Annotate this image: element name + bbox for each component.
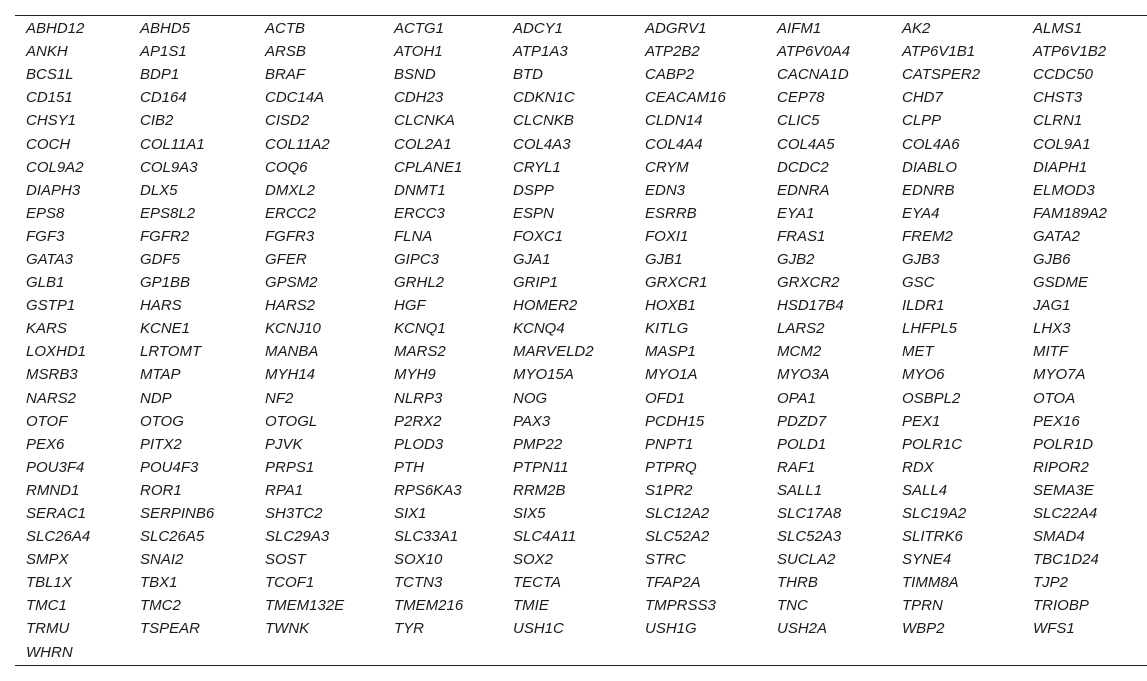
gene-cell: DNMT1 xyxy=(394,181,446,199)
gene-cell: CACNA1D xyxy=(777,66,849,84)
table-row xyxy=(15,571,1147,594)
gene-cell: RMND1 xyxy=(26,481,80,499)
gene-cell: TMIE xyxy=(513,597,549,615)
gene-cell: ADCY1 xyxy=(513,20,564,38)
gene-table-container xyxy=(15,15,1147,666)
gene-cell: OTOGL xyxy=(265,412,318,430)
gene-cell: ESRRB xyxy=(645,204,697,222)
gene-cell: CHD7 xyxy=(902,89,943,107)
gene-cell: MITF xyxy=(1033,343,1068,361)
gene-cell: GRIP1 xyxy=(513,274,559,292)
gene-cell: HARS xyxy=(140,297,182,315)
gene-cell: PNPT1 xyxy=(645,435,694,453)
gene-cell: CISD2 xyxy=(265,112,310,130)
table-row xyxy=(15,525,1147,548)
gene-cell: ILDR1 xyxy=(902,297,945,315)
table-row xyxy=(15,86,1147,109)
gene-cell: MYO15A xyxy=(513,366,574,384)
gene-cell: TCOF1 xyxy=(265,574,315,592)
gene-cell: CLPP xyxy=(902,112,942,130)
gene-cell: POLR1D xyxy=(1033,435,1094,453)
gene-cell: USH1C xyxy=(513,620,564,638)
gene-cell: PTPRQ xyxy=(645,458,697,476)
gene-cell: GP1BB xyxy=(140,274,191,292)
gene-cell: DMXL2 xyxy=(265,181,316,199)
gene-cell: MET xyxy=(902,343,934,361)
gene-table-body xyxy=(15,17,1147,664)
gene-cell: TMC2 xyxy=(140,597,181,615)
gene-cell xyxy=(1022,641,1147,664)
gene-cell: BRAF xyxy=(265,66,306,84)
gene-cell: KCNJ10 xyxy=(265,320,321,338)
gene-cell: GSC xyxy=(902,274,935,292)
table-row xyxy=(15,479,1147,502)
gene-cell: FGF3 xyxy=(26,227,65,245)
gene-cell: CRYM xyxy=(645,158,689,176)
gene-cell: ABHD12 xyxy=(26,20,85,38)
gene-cell: NLRP3 xyxy=(394,389,443,407)
gene-cell: FGFR2 xyxy=(140,227,190,245)
gene-cell: CDH23 xyxy=(394,89,444,107)
gene-cell: DLX5 xyxy=(140,181,178,199)
gene-cell: SUCLA2 xyxy=(777,551,836,569)
table-row xyxy=(15,456,1147,479)
gene-cell: SLC26A4 xyxy=(26,528,91,546)
gene-cell: FRAS1 xyxy=(777,227,826,245)
gene-cell: GSDME xyxy=(1033,274,1089,292)
gene-cell: EYA4 xyxy=(902,204,940,222)
gene-cell: ACTG1 xyxy=(394,20,445,38)
gene-cell: AIFM1 xyxy=(777,20,822,38)
gene-cell: PEX6 xyxy=(26,435,65,453)
gene-cell: MYH14 xyxy=(265,366,316,384)
gene-cell: COL11A1 xyxy=(140,135,205,153)
gene-cell: ELMOD3 xyxy=(1033,181,1095,199)
gene-cell: FOXC1 xyxy=(513,227,564,245)
gene-cell: GJB1 xyxy=(645,250,683,268)
gene-cell: GJA1 xyxy=(513,250,551,268)
table-row xyxy=(15,433,1147,456)
gene-cell: NOG xyxy=(513,389,548,407)
gene-cell: TCTN3 xyxy=(394,574,443,592)
gene-cell: SLC12A2 xyxy=(645,505,710,523)
gene-cell: P2RX2 xyxy=(394,412,442,430)
gene-cell: TWNK xyxy=(265,620,310,638)
gene-cell: POLD1 xyxy=(777,435,827,453)
gene-cell: GLB1 xyxy=(26,274,65,292)
gene-cell: RRM2B xyxy=(513,481,566,499)
gene-cell xyxy=(254,641,383,664)
gene-cell: SIX5 xyxy=(513,505,546,523)
gene-cell: COL4A3 xyxy=(513,135,571,153)
gene-cell: ATP2B2 xyxy=(645,43,700,61)
gene-cell: AP1S1 xyxy=(140,43,187,61)
gene-cell: MYO7A xyxy=(1033,366,1086,384)
gene-cell: FGFR3 xyxy=(265,227,315,245)
gene-cell: MSRB3 xyxy=(26,366,78,384)
gene-cell: GATA3 xyxy=(26,250,73,268)
gene-cell: GJB6 xyxy=(1033,250,1071,268)
gene-cell: CRYL1 xyxy=(513,158,561,176)
gene-cell: SMAD4 xyxy=(1033,528,1085,546)
gene-cell: PMP22 xyxy=(513,435,563,453)
gene-cell: MTAP xyxy=(140,366,181,384)
gene-cell: USH1G xyxy=(645,620,697,638)
gene-cell: MYH9 xyxy=(394,366,436,384)
gene-cell: DIABLO xyxy=(902,158,958,176)
gene-cell: PCDH15 xyxy=(645,412,705,430)
gene-cell: SERAC1 xyxy=(26,505,87,523)
gene-cell: DSPP xyxy=(513,181,554,199)
gene-cell: CLCNKA xyxy=(394,112,455,130)
gene-cell: ACTB xyxy=(265,20,306,38)
gene-cell: TPRN xyxy=(902,597,943,615)
gene-cell: PTPN11 xyxy=(513,458,569,476)
gene-cell: COL11A2 xyxy=(265,135,330,153)
gene-cell: SALL4 xyxy=(902,481,948,499)
gene-cell: TMEM132E xyxy=(265,597,345,615)
gene-cell: OTOF xyxy=(26,412,68,430)
table-row xyxy=(15,641,1147,664)
gene-cell: ERCC2 xyxy=(265,204,316,222)
gene-cell: BCS1L xyxy=(26,66,74,84)
gene-cell: LARS2 xyxy=(777,320,825,338)
table-row xyxy=(15,63,1147,86)
gene-cell: OTOG xyxy=(140,412,184,430)
gene-cell xyxy=(129,641,254,664)
gene-cell: EPS8L2 xyxy=(140,204,196,222)
gene-cell: CLIC5 xyxy=(777,112,820,130)
gene-cell: GRHL2 xyxy=(394,274,445,292)
gene-cell: ESPN xyxy=(513,204,554,222)
gene-cell: OSBPL2 xyxy=(902,389,961,407)
gene-cell: CEP78 xyxy=(777,89,825,107)
gene-cell: CCDC50 xyxy=(1033,66,1094,84)
gene-cell: TBL1X xyxy=(26,574,72,592)
gene-cell: EPS8 xyxy=(26,204,65,222)
gene-cell: CHSY1 xyxy=(26,112,77,130)
gene-cell: SYNE4 xyxy=(902,551,952,569)
gene-cell: PTH xyxy=(394,458,424,476)
gene-cell: GRXCR1 xyxy=(645,274,708,292)
gene-cell: USH2A xyxy=(777,620,828,638)
gene-cell: LRTOMT xyxy=(140,343,202,361)
gene-cell: CLCNKB xyxy=(513,112,574,130)
table-row xyxy=(15,179,1147,202)
gene-cell: SNAI2 xyxy=(140,551,184,569)
gene-cell: BDP1 xyxy=(140,66,180,84)
gene-cell: EDN3 xyxy=(645,181,686,199)
gene-cell: GATA2 xyxy=(1033,227,1080,245)
gene-cell: ATP6V1B2 xyxy=(1033,43,1107,61)
gene-cell: TIMM8A xyxy=(902,574,959,592)
gene-cell: GIPC3 xyxy=(394,250,440,268)
gene-cell: EDNRA xyxy=(777,181,830,199)
gene-cell: COL2A1 xyxy=(394,135,452,153)
gene-cell: S1PR2 xyxy=(645,481,693,499)
table-row xyxy=(15,410,1147,433)
gene-cell: PLOD3 xyxy=(394,435,444,453)
gene-cell: SLC19A2 xyxy=(902,505,967,523)
gene-cell: WHRN xyxy=(26,643,73,661)
gene-cell: SOST xyxy=(265,551,306,569)
gene-cell: POLR1C xyxy=(902,435,963,453)
gene-cell: TBC1D24 xyxy=(1033,551,1099,569)
gene-cell: TECTA xyxy=(513,574,562,592)
gene-cell: ATOH1 xyxy=(394,43,443,61)
gene-cell: PEX1 xyxy=(902,412,941,430)
gene-cell: RPS6KA3 xyxy=(394,481,462,499)
gene-cell xyxy=(766,641,891,664)
table-row xyxy=(15,156,1147,179)
gene-cell: ROR1 xyxy=(140,481,182,499)
gene-cell: MCM2 xyxy=(777,343,822,361)
gene-cell: SLC52A3 xyxy=(777,528,842,546)
gene-cell: SERPINB6 xyxy=(140,505,215,523)
gene-cell: ERCC3 xyxy=(394,204,445,222)
gene-cell: POU3F4 xyxy=(26,458,85,476)
gene-cell: GSTP1 xyxy=(26,297,76,315)
gene-cell: CLRN1 xyxy=(1033,112,1083,130)
gene-cell: SLC17A8 xyxy=(777,505,842,523)
gene-cell: KITLG xyxy=(645,320,689,338)
gene-cell: RAF1 xyxy=(777,458,816,476)
gene-cell: TMEM216 xyxy=(394,597,464,615)
gene-cell: FLNA xyxy=(394,227,433,245)
gene-cell: TJP2 xyxy=(1033,574,1069,592)
table-row xyxy=(15,617,1147,640)
gene-cell: SLC26A5 xyxy=(140,528,205,546)
gene-cell: NF2 xyxy=(265,389,294,407)
table-row xyxy=(15,363,1147,386)
gene-cell: NDP xyxy=(140,389,172,407)
gene-cell: OPA1 xyxy=(777,389,816,407)
gene-cell: GJB2 xyxy=(777,250,815,268)
gene-cell: MARS2 xyxy=(394,343,446,361)
table-row xyxy=(15,202,1147,225)
gene-cell: SLC4A11 xyxy=(513,528,577,546)
gene-cell: LHX3 xyxy=(1033,320,1071,338)
table-row xyxy=(15,502,1147,525)
gene-cell: TNC xyxy=(777,597,808,615)
gene-cell: SLC29A3 xyxy=(265,528,330,546)
gene-cell: PJVK xyxy=(265,435,303,453)
gene-cell: ABHD5 xyxy=(140,20,191,38)
gene-cell: KARS xyxy=(26,320,67,338)
gene-cell: FREM2 xyxy=(902,227,953,245)
gene-cell: ANKH xyxy=(26,43,68,61)
gene-cell: SMPX xyxy=(26,551,69,569)
gene-cell: GPSM2 xyxy=(265,274,318,292)
gene-cell: ATP6V1B1 xyxy=(902,43,976,61)
table-row xyxy=(15,17,1147,40)
gene-cell: HGF xyxy=(394,297,426,315)
gene-cell: OTOA xyxy=(1033,389,1076,407)
gene-cell: GFER xyxy=(265,250,307,268)
table-row xyxy=(15,132,1147,155)
gene-cell: HOXB1 xyxy=(645,297,696,315)
gene-cell xyxy=(383,641,502,664)
gene-cell: SLC22A4 xyxy=(1033,505,1098,523)
gene-cell: PDZD7 xyxy=(777,412,827,430)
gene-cell xyxy=(502,641,634,664)
gene-cell: GRXCR2 xyxy=(777,274,840,292)
gene-cell: CLDN14 xyxy=(645,112,703,130)
table-row xyxy=(15,317,1147,340)
gene-cell: CHST3 xyxy=(1033,89,1083,107)
gene-cell: TMPRSS3 xyxy=(645,597,716,615)
gene-cell: MASP1 xyxy=(645,343,696,361)
table-row xyxy=(15,548,1147,571)
gene-cell: EDNRB xyxy=(902,181,955,199)
gene-cell xyxy=(634,641,766,664)
gene-cell: MYO3A xyxy=(777,366,830,384)
gene-cell: AK2 xyxy=(902,20,931,38)
table-row xyxy=(15,294,1147,317)
gene-cell: CEACAM16 xyxy=(645,89,726,107)
gene-cell: SOX2 xyxy=(513,551,554,569)
gene-cell: WFS1 xyxy=(1033,620,1075,638)
gene-cell: TSPEAR xyxy=(140,620,201,638)
gene-cell: COL4A5 xyxy=(777,135,835,153)
gene-cell: FOXI1 xyxy=(645,227,689,245)
gene-cell: PAX3 xyxy=(513,412,551,430)
gene-cell: HSD17B4 xyxy=(777,297,844,315)
gene-cell: RIPOR2 xyxy=(1033,458,1089,476)
gene-cell: ATP6V0A4 xyxy=(777,43,851,61)
table-row xyxy=(15,248,1147,271)
gene-cell: TMC1 xyxy=(26,597,67,615)
gene-cell: FAM189A2 xyxy=(1033,204,1107,222)
gene-cell: SOX10 xyxy=(394,551,443,569)
gene-cell: POU4F3 xyxy=(140,458,199,476)
gene-cell: THRB xyxy=(777,574,818,592)
table-row xyxy=(15,594,1147,617)
gene-cell: BSND xyxy=(394,66,436,84)
gene-cell: CABP2 xyxy=(645,66,695,84)
gene-cell: TFAP2A xyxy=(645,574,701,592)
gene-cell: TBX1 xyxy=(140,574,178,592)
gene-cell: CDC14A xyxy=(265,89,325,107)
gene-cell: COL4A6 xyxy=(902,135,960,153)
gene-cell: MYO6 xyxy=(902,366,945,384)
gene-cell: SH3TC2 xyxy=(265,505,323,523)
gene-cell: PRPS1 xyxy=(265,458,315,476)
gene-cell xyxy=(891,641,1022,664)
gene-cell: DIAPH1 xyxy=(1033,158,1088,176)
gene-cell: CDKN1C xyxy=(513,89,575,107)
gene-cell: TRIOBP xyxy=(1033,597,1089,615)
gene-cell: DCDC2 xyxy=(777,158,829,176)
gene-cell: MANBA xyxy=(265,343,319,361)
gene-cell: RPA1 xyxy=(265,481,304,499)
gene-cell: KCNQ4 xyxy=(513,320,565,338)
gene-cell: WBP2 xyxy=(902,620,945,638)
gene-cell: PITX2 xyxy=(140,435,182,453)
gene-cell: TYR xyxy=(394,620,424,638)
gene-cell: SLITRK6 xyxy=(902,528,963,546)
gene-cell: NARS2 xyxy=(26,389,77,407)
gene-cell: COL9A1 xyxy=(1033,135,1091,153)
gene-cell: GJB3 xyxy=(902,250,940,268)
gene-cell: HARS2 xyxy=(265,297,316,315)
gene-cell: COQ6 xyxy=(265,158,308,176)
gene-cell: CD151 xyxy=(26,89,73,107)
gene-cell: CPLANE1 xyxy=(394,158,463,176)
table-row xyxy=(15,225,1147,248)
gene-cell: SLC52A2 xyxy=(645,528,710,546)
gene-cell: CIB2 xyxy=(140,112,174,130)
table-row xyxy=(15,109,1147,132)
gene-cell: TRMU xyxy=(26,620,70,638)
gene-cell: JAG1 xyxy=(1033,297,1071,315)
gene-cell: BTD xyxy=(513,66,543,84)
gene-cell: SALL1 xyxy=(777,481,823,499)
gene-cell: RDX xyxy=(902,458,934,476)
gene-cell: CATSPER2 xyxy=(902,66,981,84)
gene-cell: STRC xyxy=(645,551,686,569)
gene-cell: PEX16 xyxy=(1033,412,1080,430)
gene-cell: COL4A4 xyxy=(645,135,703,153)
gene-cell: ADGRV1 xyxy=(645,20,707,38)
gene-cell: COL9A3 xyxy=(140,158,198,176)
table-row xyxy=(15,40,1147,63)
gene-cell: MARVELD2 xyxy=(513,343,594,361)
gene-cell: SIX1 xyxy=(394,505,427,523)
gene-cell: CD164 xyxy=(140,89,187,107)
gene-cell: COL9A2 xyxy=(26,158,84,176)
table-row xyxy=(15,340,1147,363)
gene-cell: GDF5 xyxy=(140,250,181,268)
gene-cell: DIAPH3 xyxy=(26,181,81,199)
gene-table xyxy=(15,17,1147,664)
table-row xyxy=(15,387,1147,410)
gene-cell: EYA1 xyxy=(777,204,815,222)
gene-cell: KCNQ1 xyxy=(394,320,446,338)
gene-cell: SEMA3E xyxy=(1033,481,1094,499)
gene-cell: KCNE1 xyxy=(140,320,191,338)
gene-cell: SLC33A1 xyxy=(394,528,459,546)
gene-cell: ALMS1 xyxy=(1033,20,1083,38)
gene-cell: ATP1A3 xyxy=(513,43,568,61)
gene-cell: LHFPL5 xyxy=(902,320,958,338)
gene-cell: ARSB xyxy=(265,43,306,61)
gene-cell: OFD1 xyxy=(645,389,686,407)
table-row xyxy=(15,271,1147,294)
gene-cell: LOXHD1 xyxy=(26,343,87,361)
gene-cell: COCH xyxy=(26,135,71,153)
gene-cell: MYO1A xyxy=(645,366,698,384)
gene-cell: HOMER2 xyxy=(513,297,578,315)
